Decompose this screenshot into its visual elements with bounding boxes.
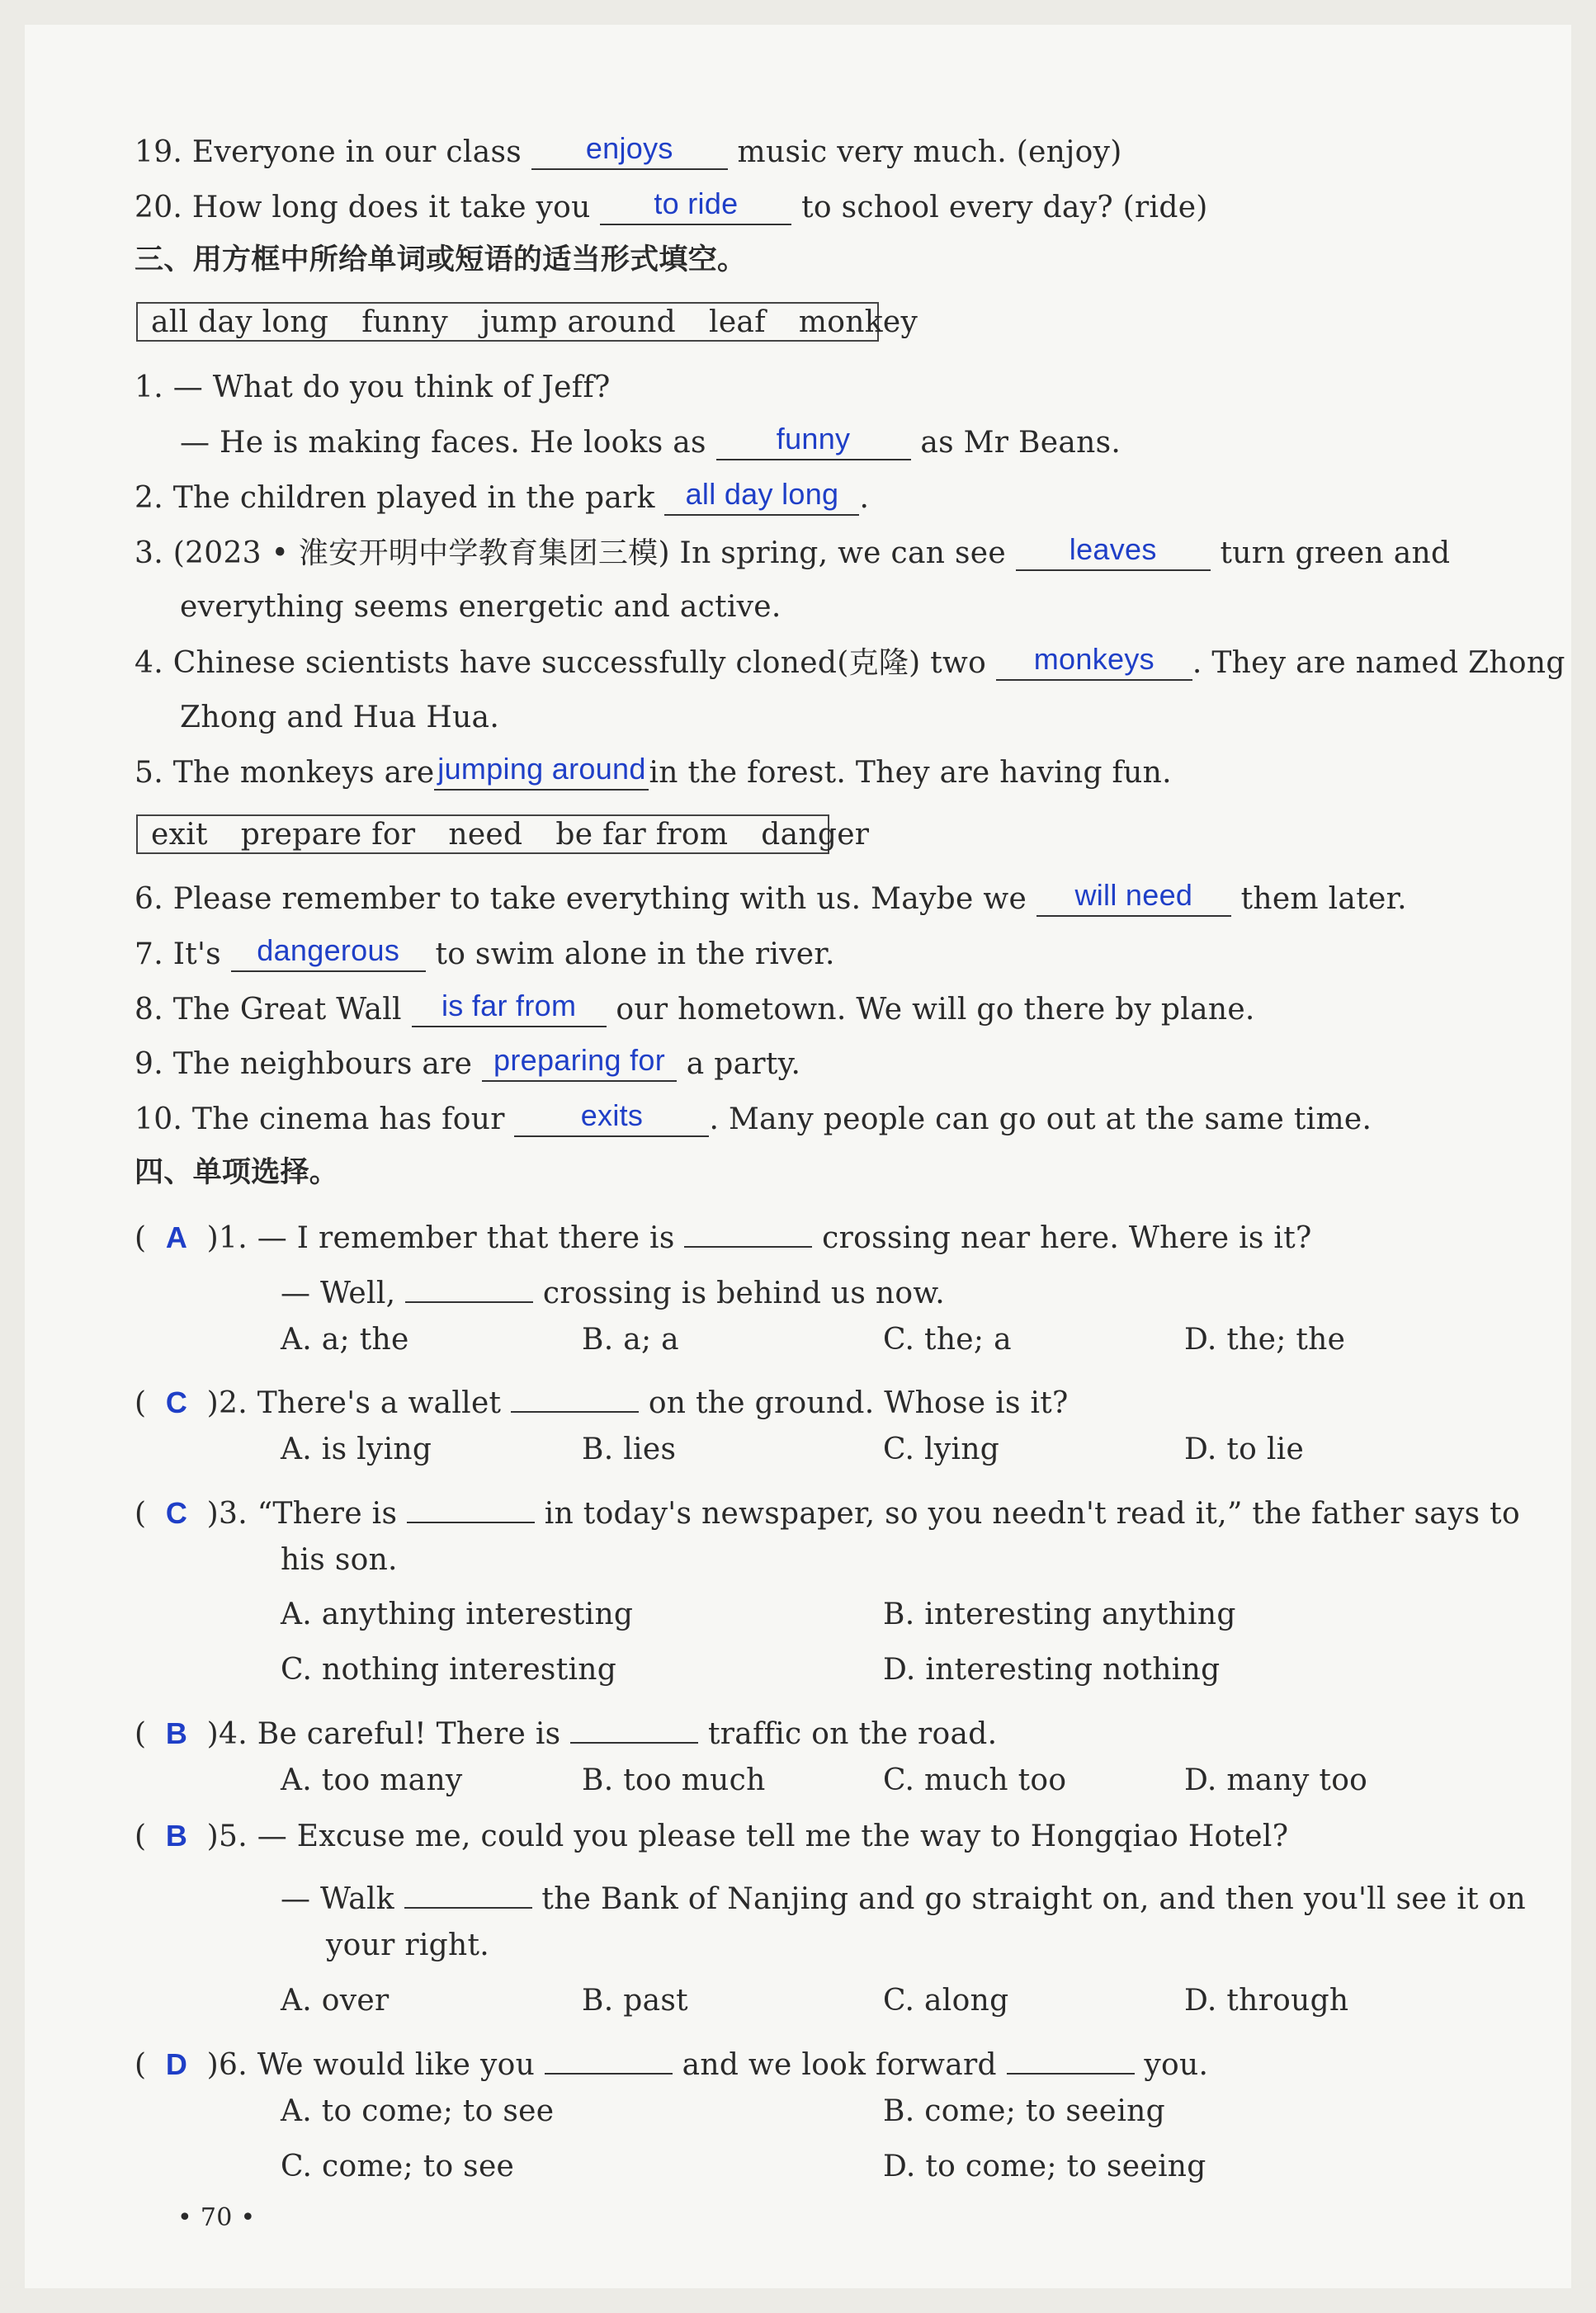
word-option: be far from [555, 817, 729, 852]
question-text: 10. The cinema has four [135, 1102, 505, 1136]
question-text: 20. How long does it take you [135, 191, 591, 224]
mc-question-5 [135, 1821, 1288, 1852]
handwritten-answer: B [165, 1716, 188, 1750]
s3-question-3-cont: everything seems energetic and active. [180, 590, 781, 624]
mc-question-3 [135, 1490, 1520, 1529]
handwritten-answer: is far from [441, 989, 577, 1022]
option-a[interactable]: A. too many [281, 1763, 463, 1797]
question-text: 4. Chinese scientists have successfully cloned(克隆) two [135, 646, 987, 680]
question-text: There's a wallet [257, 1385, 502, 1420]
question-text: 9. The neighbours are [135, 1047, 473, 1081]
answer-blank[interactable] [434, 752, 649, 791]
s3-question-10 [135, 1098, 1372, 1137]
word-option: monkey [798, 304, 918, 339]
option-d[interactable]: D. to come; to seeing [883, 2150, 1206, 2183]
question-text: crossing near here. Where is it? [822, 1220, 1312, 1255]
mc-question-1-line2 [281, 1270, 945, 1309]
s3-question-2 [135, 477, 870, 516]
handwritten-answer: B [165, 1819, 188, 1853]
mc-question-5-cont: your right. [326, 1928, 490, 1962]
s3-question-1-reply [180, 422, 1121, 460]
answer-blank[interactable] [482, 1043, 677, 1082]
word-option: all day long [151, 304, 329, 339]
answer-paren[interactable]: ( C [135, 1385, 188, 1420]
option-b[interactable]: B. a; a [582, 1323, 679, 1357]
option-d[interactable]: D. many too [1184, 1763, 1368, 1797]
question-number: )5. [206, 1820, 248, 1853]
s3-question-4 [135, 642, 1565, 681]
question-text: on the ground. Whose is it? [648, 1385, 1069, 1420]
word-option: funny [361, 304, 448, 339]
handwritten-answer: to ride [654, 186, 739, 220]
answer-blank [545, 2042, 673, 2075]
mc-question-5-line2 [281, 1876, 1526, 1914]
option-b[interactable]: B. interesting anything [883, 1598, 1236, 1631]
question-text: a party. [686, 1047, 801, 1081]
question-text: — Excuse me, could you please tell me the way to Hongqiao Hotel? [257, 1820, 1289, 1853]
s3-question-4-cont: Zhong and Hua Hua. [180, 701, 500, 734]
question-number: )3. [206, 1496, 248, 1531]
question-number: )1. [206, 1220, 248, 1255]
answer-paren[interactable]: ( C [135, 1495, 188, 1531]
question-text: 2. The children played in the park [135, 481, 655, 515]
section-3-heading: 三、用方框中所给单词或短语的适当形式填空。 [135, 243, 747, 276]
mc-question-1 [135, 1215, 1312, 1253]
question-text: in the forest. They are having fun. [649, 756, 1172, 790]
answer-blank [511, 1380, 639, 1413]
question-20 [135, 186, 1208, 225]
answer-blank[interactable] [600, 186, 791, 225]
word-box-1 [136, 302, 918, 342]
mc-question-4 [135, 1711, 997, 1749]
answer-blank [684, 1215, 812, 1248]
option-c[interactable]: C. lying [883, 1433, 1000, 1466]
question-text: . Many people can go out at the same time. [709, 1102, 1372, 1136]
question-text: to school every day? (ride) [801, 191, 1208, 224]
option-b[interactable]: B. lies [582, 1433, 677, 1466]
question-text: turn green and [1220, 536, 1451, 570]
word-option: danger [761, 817, 870, 852]
question-text: . They are named Zhong [1192, 646, 1565, 680]
handwritten-answer: D [165, 2046, 188, 2081]
question-text: — Well, [281, 1276, 396, 1310]
s3-question-3 [135, 532, 1451, 571]
handwritten-answer: enjoys [585, 131, 673, 165]
answer-paren[interactable]: ( A [135, 1220, 188, 1255]
s3-question-1: 1. — What do you think of Jeff? [135, 371, 611, 404]
answer-blank[interactable] [412, 989, 607, 1027]
option-d[interactable]: D. to lie [1184, 1433, 1305, 1466]
answer-blank[interactable] [1036, 878, 1231, 917]
answer-blank[interactable] [996, 642, 1192, 681]
question-number: )4. [206, 1716, 248, 1751]
answer-blank[interactable] [231, 933, 426, 972]
option-c[interactable]: C. along [883, 1984, 1009, 2018]
option-a[interactable]: A. is lying [281, 1433, 432, 1466]
question-text: 5. The monkeys are [135, 756, 435, 790]
question-text: you. [1144, 2047, 1209, 2082]
question-text: 7. It's [135, 937, 221, 971]
option-a[interactable]: A. anything interesting [281, 1598, 634, 1631]
answer-blank[interactable] [514, 1098, 709, 1137]
option-b[interactable]: B. past [582, 1984, 688, 2018]
handwritten-answer: all day long [685, 477, 839, 511]
question-number: )6. [206, 2047, 248, 2082]
handwritten-answer: jumping around [437, 752, 646, 786]
mc-question-2 [135, 1380, 1069, 1418]
option-a[interactable]: A. over [281, 1984, 390, 2018]
question-text: the Bank of Nanjing and go straight on, and then you'll see it on [541, 1881, 1527, 1916]
answer-blank[interactable] [1016, 532, 1211, 571]
option-c[interactable]: C. the; a [883, 1323, 1012, 1357]
option-a[interactable]: A. a; the [281, 1323, 409, 1357]
option-c[interactable]: C. much too [883, 1763, 1067, 1797]
option-c[interactable]: C. come; to see [281, 2150, 515, 2183]
section-4-heading: 四、单项选择。 [135, 1156, 339, 1189]
option-d[interactable]: D. the; the [1184, 1323, 1346, 1357]
s3-question-5 [135, 752, 1172, 791]
answer-blank[interactable] [716, 422, 911, 460]
word-option: prepare for [240, 817, 416, 852]
s3-question-6 [135, 878, 1407, 917]
question-number: )2. [206, 1385, 248, 1420]
answer-blank[interactable] [531, 131, 728, 170]
question-19 [135, 131, 1122, 170]
question-text: 3. (2023 • 淮安开明中学教育集团三模) In spring, we can see [135, 536, 1006, 570]
question-text: them later. [1240, 882, 1407, 916]
answer-paren[interactable]: ( B [135, 1716, 188, 1751]
question-text: and we look forward [682, 2047, 997, 2082]
question-text: in today's newspaper, so you needn't read it,” the father says to [544, 1496, 1520, 1531]
answer-paren[interactable]: ( D [135, 2046, 188, 2082]
handwritten-answer: dangerous [257, 933, 400, 967]
answer-paren[interactable]: ( B [135, 1819, 188, 1853]
word-option: need [448, 817, 523, 852]
question-text: — I remember that there is [257, 1220, 675, 1255]
question-text: . [859, 481, 870, 515]
option-d[interactable]: D. through [1184, 1984, 1349, 2018]
question-text: — He is making faces. He looks as [180, 426, 706, 460]
handwritten-answer: exits [580, 1098, 644, 1132]
handwritten-answer: preparing for [493, 1043, 666, 1077]
word-option: leaf [709, 304, 766, 339]
s3-question-8 [135, 989, 1255, 1027]
answer-blank[interactable] [664, 477, 859, 516]
handwritten-answer: leaves [1069, 532, 1157, 566]
question-text: music very much. (enjoy) [737, 135, 1122, 169]
s3-question-9 [135, 1043, 801, 1082]
question-text: We would like you [257, 2047, 536, 2082]
handwritten-answer: C [165, 1495, 188, 1530]
s3-question-7 [135, 933, 835, 972]
word-box-2 [136, 814, 870, 854]
question-text: crossing is behind us now. [542, 1276, 945, 1310]
option-d[interactable]: D. interesting nothing [883, 1653, 1221, 1687]
question-text: to swim alone in the river. [435, 937, 835, 971]
answer-blank [404, 1876, 532, 1909]
option-b[interactable]: B. come; to seeing [883, 2094, 1166, 2128]
page-number: • 70 • [177, 2203, 256, 2232]
question-text: 6. Please remember to take everything with us. Maybe we [135, 882, 1027, 916]
word-option: jump around [480, 304, 677, 339]
mc-question-3-cont: his son. [281, 1543, 398, 1577]
option-a[interactable]: A. to come; to see [281, 2094, 555, 2128]
question-text: 8. The Great Wall [135, 993, 402, 1027]
question-text: traffic on the road. [707, 1716, 998, 1751]
answer-blank [570, 1711, 698, 1744]
handwritten-answer: A [165, 1220, 188, 1254]
question-text: 19. Everyone in our class [135, 135, 522, 169]
answer-blank [407, 1490, 535, 1523]
option-b[interactable]: B. too much [582, 1763, 766, 1797]
question-text: our hometown. We will go there by plane. [616, 993, 1255, 1027]
question-text: as Mr Beans. [920, 426, 1121, 460]
handwritten-answer: monkeys [1033, 642, 1155, 676]
option-c[interactable]: C. nothing interesting [281, 1653, 617, 1687]
word-option: exit [151, 817, 208, 852]
mc-question-6 [135, 2042, 1208, 2080]
answer-blank [405, 1270, 533, 1303]
answer-blank [1007, 2042, 1135, 2075]
question-text: “There is [257, 1496, 398, 1531]
handwritten-answer: C [165, 1385, 188, 1419]
handwritten-answer: will need [1074, 878, 1193, 912]
question-text: Be careful! There is [257, 1716, 561, 1751]
handwritten-answer: funny [776, 422, 851, 456]
question-text: — Walk [281, 1881, 394, 1916]
